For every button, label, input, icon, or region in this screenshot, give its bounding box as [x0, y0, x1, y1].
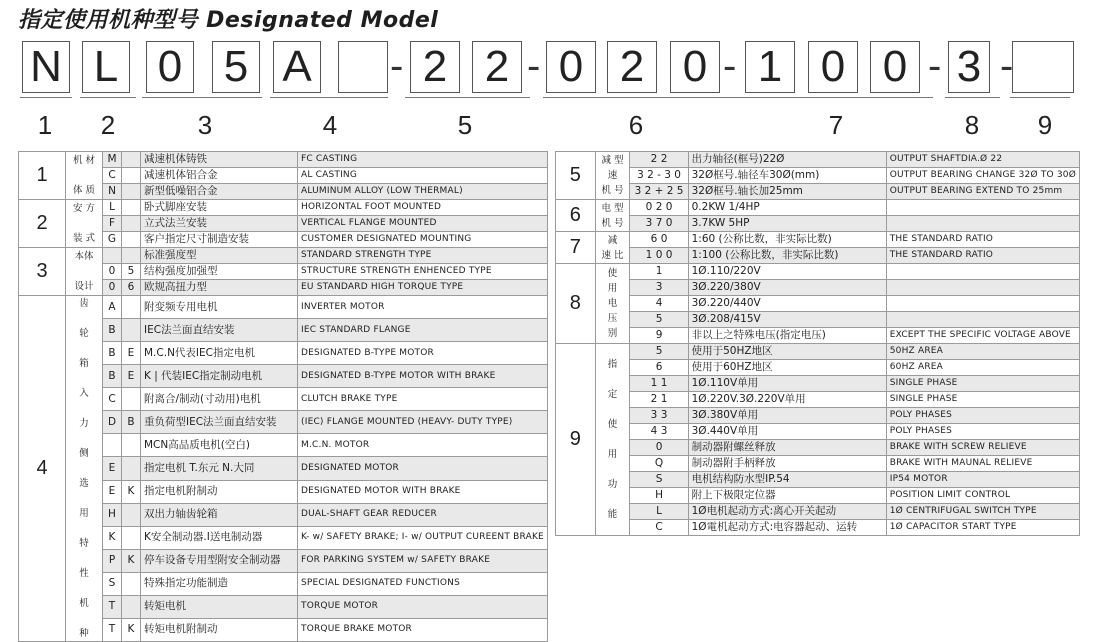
desc-zh: 特殊指定功能制造: [141, 572, 298, 595]
code: 3 3: [630, 408, 688, 424]
model-box-11: 0: [670, 41, 720, 93]
code: F: [103, 216, 122, 232]
desc-zh: 3Ø.380V单用: [688, 408, 886, 424]
group-label: 减 速 比: [595, 232, 630, 264]
desc-zh: K安全制动器.I送电制动器: [141, 526, 298, 549]
desc-en: [886, 264, 1079, 280]
model-box-2: L: [82, 41, 130, 93]
code: 1: [630, 264, 688, 280]
group-label: 指 定 使 用 功 能: [595, 344, 630, 536]
position-number-8: 8: [964, 110, 980, 140]
desc-en: STRUCTURE STRENGTH ENHENCED TYPE: [298, 264, 548, 280]
desc-zh: 附上下极限定位器: [688, 488, 886, 504]
desc-zh: 32Ø框号.轴径车30Ø(mm): [688, 168, 886, 184]
desc-en: OUTPUT BEARING EXTEND TO 25mm: [886, 184, 1079, 200]
table-row: [556, 264, 1080, 280]
group-number: 3: [19, 248, 66, 296]
group-number: 1: [19, 152, 66, 200]
desc-zh: 指定电机附制动: [141, 480, 298, 503]
desc-en: SINGLE PHASE: [886, 376, 1079, 392]
desc-zh: 转矩电机: [141, 595, 298, 618]
desc-zh: 欧规高扭力型: [141, 280, 298, 296]
code: [122, 152, 141, 168]
group-label: 齿 轮 箱 入 力 侧 选 用 特 性 机 种: [66, 296, 103, 642]
code: 2 2: [630, 152, 688, 168]
table-row: [556, 392, 1080, 408]
group-label: 使 用 电 压 别: [595, 264, 630, 344]
desc-zh: 使用于50HZ地区: [688, 344, 886, 360]
model-box-7: 2: [410, 41, 460, 93]
code: L: [103, 200, 122, 216]
desc-zh: 双出力轴齿轮箱: [141, 503, 298, 526]
desc-zh: 3Ø.220/380V: [688, 280, 886, 296]
desc-zh: 非以上之特殊电压(指定电压): [688, 328, 886, 344]
group-number: 5: [556, 152, 596, 200]
table-row: [556, 216, 1080, 232]
code: Q: [630, 456, 688, 472]
desc-en: HORIZONTAL FOOT MOUNTED: [298, 200, 548, 216]
desc-en: [886, 296, 1079, 312]
code: [122, 572, 141, 595]
table-row: [556, 312, 1080, 328]
model-dash: -: [1000, 44, 1014, 88]
desc-en: [886, 312, 1079, 328]
code: N: [103, 184, 122, 200]
model-box-9: 0: [546, 41, 596, 93]
desc-en: IEC STANDARD FLANGE: [298, 319, 548, 342]
group-number: 7: [556, 232, 596, 264]
code: K: [103, 526, 122, 549]
model-box-12: 1: [745, 41, 795, 93]
desc-en: THE STANDARD RATIO: [886, 232, 1079, 248]
table-row: [19, 152, 548, 168]
model-dash: -: [723, 44, 737, 88]
code: 6: [122, 280, 141, 296]
model-box-3: 0: [146, 41, 194, 93]
desc-en: 1Ø CAPACITOR START TYPE: [886, 520, 1079, 536]
table-row: [556, 456, 1080, 472]
group-label: 减 型 速 机 号: [595, 152, 630, 200]
desc-zh: 0.2KW 1/4HP: [688, 200, 886, 216]
desc-en: OUTPUT BEARING CHANGE 32Ø TO 30Ø: [886, 168, 1079, 184]
desc-en: BRAKE WITH MAUNAL RELIEVE: [886, 456, 1079, 472]
model-box-8: 2: [472, 41, 522, 93]
desc-en: VERTICAL FLANGE MOUNTED: [298, 216, 548, 232]
desc-zh: 附变频专用电机: [141, 296, 298, 319]
desc-zh: 制动器附手柄释放: [688, 456, 886, 472]
desc-en: POSITION LIMIT CONTROL: [886, 488, 1079, 504]
desc-en: EXCEPT THE SPECIFIC VOLTAGE ABOVE: [886, 328, 1079, 344]
position-number-3: 3: [197, 110, 213, 140]
desc-en: DUAL-SHAFT GEAR REDUCER: [298, 503, 548, 526]
desc-en: 60HZ AREA: [886, 360, 1079, 376]
model-box-16: [1012, 41, 1074, 93]
desc-en: CLUTCH BRAKE TYPE: [298, 388, 548, 411]
code: B: [103, 342, 122, 365]
code: 0: [103, 280, 122, 296]
group-number: 8: [556, 264, 596, 344]
code: 6 0: [630, 232, 688, 248]
model-box-5: A: [273, 41, 321, 93]
desc-en: (IEC) FLANGE MOUNTED (HEAVY- DUTY TYPE): [298, 411, 548, 434]
code: B: [122, 411, 141, 434]
table-row: [556, 200, 1080, 216]
model-dash: -: [928, 44, 942, 88]
code: 0: [103, 264, 122, 280]
desc-zh: 1Ø.110/220V: [688, 264, 886, 280]
code: B: [103, 319, 122, 342]
group-label: 电 型 机 号: [595, 200, 630, 232]
desc-zh: 减速机体铸铁: [141, 152, 298, 168]
desc-en: OUTPUT SHAFTDIA.Ø 22: [886, 152, 1079, 168]
left-spec-table: [18, 151, 548, 642]
code: [122, 319, 141, 342]
code: [122, 200, 141, 216]
code: B: [103, 365, 122, 388]
desc-en: INVERTER MOTOR: [298, 296, 548, 319]
desc-zh: 客户指定尺寸制造安装: [141, 232, 298, 248]
position-underline: [80, 97, 136, 98]
position-underline: [543, 97, 748, 98]
desc-zh: 3.7KW 5HP: [688, 216, 886, 232]
desc-en: DESIGNATED B-TYPE MOTOR WITH BRAKE: [298, 365, 548, 388]
desc-zh: 使用于60HZ地区: [688, 360, 886, 376]
table-row: [556, 520, 1080, 536]
desc-zh: 卧式脚座安装: [141, 200, 298, 216]
group-number: 6: [556, 200, 596, 232]
desc-en: SPECIAL DESIGNATED FUNCTIONS: [298, 572, 548, 595]
position-number-1: 1: [37, 110, 53, 140]
desc-zh: 结构强度加强型: [141, 264, 298, 280]
desc-en: AL CASTING: [298, 168, 548, 184]
group-number: 2: [19, 200, 66, 248]
desc-zh: 32Ø框号.轴长加25mm: [688, 184, 886, 200]
code: 9: [630, 328, 688, 344]
table-row: [556, 424, 1080, 440]
position-underline: [405, 97, 530, 98]
code: H: [630, 488, 688, 504]
table-row: [556, 232, 1080, 248]
desc-en: POLY PHASES: [886, 408, 1079, 424]
table-row: [556, 360, 1080, 376]
desc-zh: K | 代装IEC指定制动电机: [141, 365, 298, 388]
code: [122, 216, 141, 232]
code: P: [103, 549, 122, 572]
code: C: [103, 168, 122, 184]
desc-zh: 1:60 (公称比数，非实际比数): [688, 232, 886, 248]
code: 0 2 0: [630, 200, 688, 216]
model-box-14: 0: [870, 41, 920, 93]
position-underline: [270, 97, 388, 98]
code: S: [630, 472, 688, 488]
code: [122, 168, 141, 184]
code: E: [103, 457, 122, 480]
code: 1 1: [630, 376, 688, 392]
code: A: [103, 296, 122, 319]
code: 3 7 0: [630, 216, 688, 232]
desc-en: DESIGNATED MOTOR WITH BRAKE: [298, 480, 548, 503]
code: T: [103, 618, 122, 641]
table-row: [556, 504, 1080, 520]
code: [122, 232, 141, 248]
desc-zh: IEC法兰面直结安装: [141, 319, 298, 342]
position-underline: [743, 97, 933, 98]
position-number-4: 4: [322, 110, 338, 140]
table-row: [556, 328, 1080, 344]
desc-zh: 1:100 (公称比数，非实际比数): [688, 248, 886, 264]
model-box-13: 0: [808, 41, 858, 93]
desc-zh: 指定电机 T.东元 N.大同: [141, 457, 298, 480]
code: E: [122, 365, 141, 388]
code: T: [103, 595, 122, 618]
code: [122, 457, 141, 480]
code: H: [103, 503, 122, 526]
desc-zh: 1Ø.110V单用: [688, 376, 886, 392]
code: 2 1: [630, 392, 688, 408]
code: [122, 248, 141, 264]
group-label: 安 方 装 式: [66, 200, 103, 248]
code: K: [122, 549, 141, 572]
right-spec-table: [555, 151, 1080, 536]
desc-en: TORQUE BRAKE MOTOR: [298, 618, 548, 641]
model-box-4: 5: [212, 41, 260, 93]
table-row: [556, 488, 1080, 504]
code: [122, 595, 141, 618]
position-underline: [945, 97, 1000, 98]
desc-en: 50HZ AREA: [886, 344, 1079, 360]
desc-zh: 电机结构防水型IP.54: [688, 472, 886, 488]
model-box-6: [338, 41, 388, 93]
table-row: [556, 376, 1080, 392]
code: 3: [630, 280, 688, 296]
code: 4 3: [630, 424, 688, 440]
position-underline: [142, 97, 262, 98]
code: 5: [630, 344, 688, 360]
table-row: [19, 296, 548, 319]
table-row: [556, 296, 1080, 312]
desc-en: POLY PHASES: [886, 424, 1079, 440]
page-title: 指定使用机种型号 Designated Model: [18, 8, 439, 33]
table-row: [556, 280, 1080, 296]
code: K: [122, 480, 141, 503]
code: D: [103, 411, 122, 434]
code: 3 2 - 3 0: [630, 168, 688, 184]
code: [122, 526, 141, 549]
model-dash: -: [527, 44, 541, 88]
code: L: [630, 504, 688, 520]
desc-en: STANDARD STRENGTH TYPE: [298, 248, 548, 264]
model-dash: -: [390, 44, 404, 88]
desc-en: K- w/ SAFETY BRAKE; I- w/ OUTPUT CUREENT BRAKE: [298, 526, 548, 549]
code: E: [103, 480, 122, 503]
desc-zh: 制动器附螺丝释放: [688, 440, 886, 456]
desc-zh: 立式法兰安装: [141, 216, 298, 232]
desc-en: IP54 MOTOR: [886, 472, 1079, 488]
table-row: [556, 440, 1080, 456]
code: C: [630, 520, 688, 536]
desc-zh: MCN高品质电机(空白): [141, 434, 298, 457]
code: 5: [630, 312, 688, 328]
code: S: [103, 572, 122, 595]
code: 4: [630, 296, 688, 312]
group-number: 4: [19, 296, 66, 642]
code: E: [122, 342, 141, 365]
position-underline: [1010, 97, 1070, 98]
desc-zh: 转矩电机附制动: [141, 618, 298, 641]
desc-en: DESIGNATED B-TYPE MOTOR: [298, 342, 548, 365]
desc-zh: M.C.N代表IEC指定电机: [141, 342, 298, 365]
desc-en: FC CASTING: [298, 152, 548, 168]
desc-zh: 附离合/制动(寸动用)电机: [141, 388, 298, 411]
table-row: [556, 472, 1080, 488]
desc-en: EU STANDARD HIGH TORQUE TYPE: [298, 280, 548, 296]
code: G: [103, 232, 122, 248]
desc-zh: 3Ø.220/440V: [688, 296, 886, 312]
position-underline: [20, 97, 72, 98]
desc-zh: 1Ø電机起动方式:电容器起动、运转: [688, 520, 886, 536]
desc-en: BRAKE WITH SCREW RELIEVE: [886, 440, 1079, 456]
group-label: 本体 设计: [66, 248, 103, 296]
code: 0: [630, 440, 688, 456]
desc-en: CUSTOMER DESIGNATED MOUNTING: [298, 232, 548, 248]
desc-en: [886, 216, 1079, 232]
desc-en: [886, 280, 1079, 296]
position-number-7: 7: [828, 110, 844, 140]
table-row: [556, 168, 1080, 184]
code: [103, 248, 122, 264]
desc-en: [886, 200, 1079, 216]
code: [122, 388, 141, 411]
desc-zh: 标准强度型: [141, 248, 298, 264]
code: K: [122, 618, 141, 641]
position-number-6: 6: [628, 110, 644, 140]
code: [122, 296, 141, 319]
table-row: [556, 344, 1080, 360]
group-label: 机 材 体 质: [66, 152, 103, 200]
table-row: [19, 248, 548, 264]
desc-en: SINGLE PHASE: [886, 392, 1079, 408]
code: 1 0 0: [630, 248, 688, 264]
desc-zh: 重负荷型IEC法兰面直结安装: [141, 411, 298, 434]
position-number-5: 5: [457, 110, 473, 140]
desc-zh: 出力轴径(框号)22Ø: [688, 152, 886, 168]
code: C: [103, 388, 122, 411]
desc-en: ALUMINUM ALLOY (LOW THERMAL): [298, 184, 548, 200]
model-box-10: 2: [607, 41, 657, 93]
code: [122, 503, 141, 526]
position-number-9: 9: [1037, 110, 1053, 140]
code: 6: [630, 360, 688, 376]
desc-zh: 新型低噪铝合金: [141, 184, 298, 200]
code: M: [103, 152, 122, 168]
desc-en: M.C.N. MOTOR: [298, 434, 548, 457]
table-row: [556, 184, 1080, 200]
model-box-1: N: [22, 41, 70, 93]
group-number: 9: [556, 344, 596, 536]
table-row: [556, 152, 1080, 168]
table-row: [19, 200, 548, 216]
desc-zh: 1Ø.220V.3Ø.220V单用: [688, 392, 886, 408]
desc-en: DESIGNATED MOTOR: [298, 457, 548, 480]
table-row: [556, 408, 1080, 424]
code: [103, 434, 122, 457]
desc-zh: 1Ø电机起动方式:离心开关起动: [688, 504, 886, 520]
desc-zh: 3Ø.208/415V: [688, 312, 886, 328]
code: 3 2 + 2 5: [630, 184, 688, 200]
desc-en: FOR PARKING SYSTEM w/ SAFETY BRAKE: [298, 549, 548, 572]
table-row: [556, 248, 1080, 264]
position-number-2: 2: [100, 110, 116, 140]
code: [122, 184, 141, 200]
desc-zh: 减速机体铝合金: [141, 168, 298, 184]
desc-en: TORQUE MOTOR: [298, 595, 548, 618]
code: 5: [122, 264, 141, 280]
desc-zh: 3Ø.440V单用: [688, 424, 886, 440]
desc-en: THE STANDARD RATIO: [886, 248, 1079, 264]
code: [122, 434, 141, 457]
model-box-15: 3: [948, 41, 990, 93]
desc-zh: 停车设备专用型附安全制动器: [141, 549, 298, 572]
desc-en: 1Ø CENTRIFUGAL SWITCH TYPE: [886, 504, 1079, 520]
